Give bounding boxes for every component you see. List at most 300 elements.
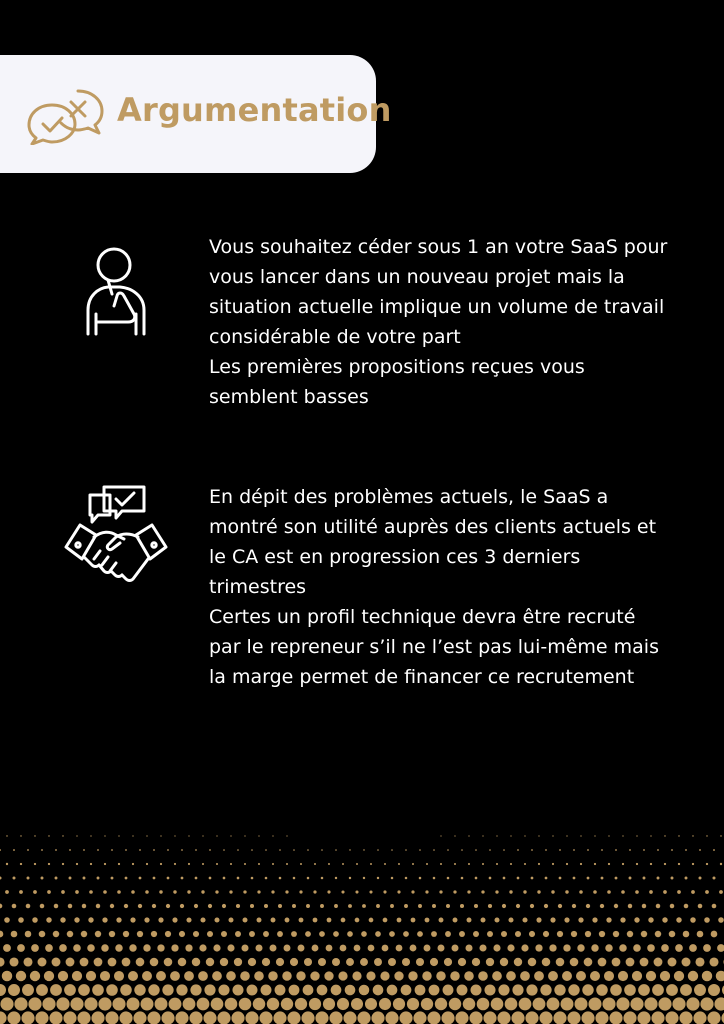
halftone-dot [580, 835, 581, 836]
halftone-dot [389, 931, 395, 937]
halftone-dot [204, 984, 215, 995]
halftone-dot [610, 984, 622, 996]
halftone-dot [517, 877, 520, 880]
halftone-dot [450, 971, 460, 981]
halftone-dot [340, 945, 347, 952]
halftone-dot [216, 835, 217, 836]
halftone-dot [171, 944, 178, 951]
halftone-dot [101, 944, 109, 952]
halftone-dot [503, 849, 505, 851]
halftone-dot [312, 945, 319, 952]
halftone-dot [223, 849, 225, 851]
halftone-dot [521, 944, 528, 951]
halftone-dot [374, 958, 382, 966]
halftone-dot [454, 863, 456, 865]
halftone-dot [315, 1011, 328, 1024]
halftone-dot [366, 971, 375, 980]
halftone-dot [354, 945, 361, 952]
halftone-dot [275, 985, 286, 996]
halftone-dot [514, 958, 522, 966]
halftone-dot [553, 1011, 566, 1024]
halftone-dot [445, 931, 451, 937]
halftone-dot [690, 917, 696, 923]
halftone-dot [155, 998, 168, 1011]
halftone-dot [646, 971, 656, 981]
halftone-dot [551, 890, 554, 893]
halftone-dot [41, 877, 44, 880]
halftone-dot [516, 904, 520, 908]
halftone-dot [343, 1011, 356, 1024]
halftone-dot [227, 944, 234, 951]
halftone-dot [588, 997, 601, 1010]
halftone-dot [192, 958, 200, 966]
halftone-dot [435, 998, 447, 1010]
halftone-dot [379, 998, 391, 1010]
halftone-dot [501, 931, 507, 937]
halftone-dot [7, 1011, 20, 1024]
halftone-dot [561, 998, 574, 1011]
halftone-dot [699, 877, 702, 880]
halftone-dot [479, 944, 486, 951]
halftone-dot [524, 863, 526, 865]
halftone-dot [417, 931, 423, 937]
halftone-dot [413, 1011, 426, 1024]
halftone-dot [13, 849, 15, 851]
halftone-dot [652, 984, 664, 996]
halftone-dot [369, 890, 372, 893]
halftone-dot [180, 904, 184, 908]
halftone-dot [104, 835, 105, 836]
halftone-dot [95, 931, 101, 937]
halftone-dot [120, 984, 132, 996]
halftone-dot [6, 863, 8, 865]
halftone-dot [164, 958, 173, 967]
halftone-dot [538, 835, 539, 836]
halftone-dot [502, 904, 506, 908]
halftone-dot [200, 917, 205, 922]
halftone-dot [377, 877, 379, 879]
halftone-dot [505, 998, 518, 1011]
halftone-dot [449, 998, 461, 1010]
halftone-dot [347, 931, 353, 937]
halftone-dot [26, 904, 31, 909]
halftone-dot [670, 904, 675, 909]
halftone-dot [285, 890, 288, 893]
halftone-dot [111, 877, 114, 880]
halftone-dot [549, 944, 556, 951]
halftone-dot [66, 958, 75, 967]
halftone-dot [457, 985, 468, 996]
halftone-dot [237, 849, 239, 851]
halftone-dot [685, 877, 688, 880]
halftone-dot [125, 849, 127, 851]
halftone-dot [319, 931, 325, 937]
halftone-dot [671, 877, 674, 880]
halftone-dot [318, 958, 326, 966]
halftone-dot [635, 890, 639, 894]
halftone-dot [405, 849, 407, 851]
halftone-dot [475, 877, 478, 880]
halftone-dot [126, 997, 139, 1010]
halftone-dot [500, 958, 508, 966]
halftone-dot [45, 944, 53, 952]
halftone-dot [537, 890, 540, 893]
halftone-dot [573, 849, 575, 851]
halftone-dot [201, 890, 204, 893]
halftone-dot [40, 904, 45, 909]
halftone-dot [42, 997, 55, 1010]
halftone-dot [464, 971, 474, 981]
halftone-dot [321, 849, 323, 851]
halftone-dot [512, 984, 523, 995]
halftone-dot [348, 904, 352, 908]
halftone-dot [601, 849, 603, 851]
halftone-dot [272, 835, 273, 836]
halftone-dot [580, 863, 582, 865]
halftone-dot [14, 997, 27, 1010]
halftone-dot [289, 985, 300, 996]
halftone-dot [98, 997, 111, 1010]
halftone-dot [299, 890, 302, 893]
halftone-dot [118, 863, 120, 865]
halftone-dot [632, 971, 642, 981]
halftone-dot [349, 877, 351, 879]
halftone-dot [49, 1011, 62, 1024]
halftone-dot [50, 984, 62, 996]
halftone-dot [565, 890, 568, 893]
halftone-dot [491, 998, 504, 1011]
halftone-dot [324, 971, 333, 980]
halftone-dot [436, 971, 445, 980]
halftone-dot [25, 931, 32, 938]
halftone-dot [97, 877, 100, 880]
section-2-paragraph-1: En dépit des problèmes actuels, le SaaS a montré son utilité auprès des clients actuels et le CA est en progression ces 3 derniers trimestres [209, 486, 657, 598]
halftone-dot [67, 931, 73, 937]
halftone-dot [286, 835, 287, 836]
halftone-dot [138, 904, 142, 908]
halftone-dot [185, 944, 192, 951]
halftone-dot [554, 984, 565, 995]
halftone-dot [620, 917, 625, 922]
halftone-dot [39, 931, 46, 938]
halftone-dot [310, 971, 319, 980]
halftone-dot [616, 997, 629, 1010]
halftone-dot [426, 863, 428, 865]
halftone-dot [309, 998, 321, 1010]
halftone-dot [270, 945, 277, 952]
halftone-dot [355, 890, 358, 893]
halftone-dot [642, 904, 646, 908]
halftone-dot [0, 876, 2, 879]
halftone-dot [0, 904, 2, 909]
halftone-dot [278, 904, 282, 908]
halftone-dot [262, 958, 270, 966]
halftone-dot [595, 1011, 608, 1024]
halftone-dot [658, 997, 671, 1010]
halftone-dot [4, 917, 10, 923]
halftone-dot [282, 971, 291, 980]
halftone-dot [558, 904, 562, 908]
halftone-dot [305, 931, 311, 937]
halftone-dot [649, 890, 653, 894]
halftone-dot [239, 998, 252, 1011]
halftone-dot [352, 971, 361, 980]
halftone-dot [596, 984, 608, 996]
halftone-dot [257, 918, 262, 923]
halftone-dot [383, 918, 388, 923]
halftone-dot [433, 877, 436, 880]
halftone-dot [393, 998, 405, 1010]
halftone-dot [375, 931, 381, 937]
halftone-dot [600, 904, 604, 908]
halftone-dot [461, 877, 464, 880]
halftone-dot [287, 1011, 300, 1024]
halftone-dot [223, 877, 226, 880]
halftone-dot [675, 944, 683, 952]
halftone-dot [489, 849, 491, 851]
halftone-dot [482, 835, 483, 836]
halftone-dot [0, 1011, 7, 1024]
halftone-dot [328, 863, 330, 865]
halftone-dot [612, 958, 621, 967]
halftone-dot [8, 984, 20, 996]
halftone-dot [590, 971, 600, 981]
halftone-dot [564, 917, 569, 922]
halftone-dot [265, 849, 267, 851]
halftone-dot [550, 917, 555, 922]
halftone-dot [48, 863, 50, 865]
halftone-dot [147, 1011, 160, 1024]
halftone-dot [369, 918, 374, 923]
halftone-dot [19, 890, 23, 894]
halftone-dot [320, 904, 324, 908]
halftone-dot [655, 931, 661, 937]
halftone-dot [106, 984, 118, 996]
halftone-dot [104, 863, 106, 865]
halftone-dot [2, 971, 12, 981]
halftone-dot [630, 997, 643, 1010]
halftone-dot [458, 958, 466, 966]
halftone-dot [468, 863, 470, 865]
halftone-dot [0, 931, 3, 938]
halftone-dot [422, 971, 431, 980]
halftone-dot [263, 931, 269, 937]
halftone-dot [243, 918, 248, 923]
halftone-dot [633, 944, 641, 952]
halftone-dot [712, 876, 715, 879]
halftone-dot [388, 958, 396, 966]
halftone-dot [277, 931, 283, 937]
halftone-dot [156, 971, 166, 981]
halftone-dot [272, 863, 274, 865]
halftone-dot [497, 1011, 510, 1024]
halftone-dot [709, 957, 718, 966]
halftone-dot [132, 835, 133, 836]
halftone-dot [228, 917, 233, 922]
halftone-dot [488, 904, 492, 908]
halftone-dot [706, 835, 707, 836]
halftone-dot [254, 971, 264, 981]
halftone-dot [361, 931, 367, 937]
halftone-dot [301, 1011, 314, 1024]
halftone-dot [143, 944, 150, 951]
halftone-dot [36, 984, 48, 996]
halftone-dot [206, 958, 214, 966]
halftone-dot [145, 890, 149, 894]
halftone-dot [683, 931, 690, 938]
halftone-dot [581, 1011, 594, 1024]
halftone-dot [438, 945, 445, 952]
halftone-dot [643, 877, 646, 880]
halftone-dot [540, 984, 551, 995]
halftone-dot [536, 917, 541, 922]
halftone-dot [313, 890, 316, 893]
halftone-dot [56, 997, 69, 1010]
halftone-dot [28, 997, 41, 1010]
halftone-dot [13, 877, 16, 880]
halftone-dot [346, 958, 354, 966]
halftone-dot [271, 918, 276, 923]
halftone-dot [110, 904, 114, 908]
halftone-dot [78, 984, 90, 996]
halftone-dot [403, 931, 409, 937]
halftone-dot [296, 971, 305, 980]
halftone-dot [439, 890, 442, 893]
halftone-dot [77, 1011, 90, 1024]
halftone-dot [150, 958, 159, 967]
halftone-dot [614, 904, 618, 908]
halftone-dot [190, 984, 201, 995]
halftone-dot [396, 945, 403, 952]
halftone-dot [129, 944, 136, 951]
halftone-dot [187, 890, 190, 893]
halftone-dot [174, 835, 175, 836]
halftone-dot [568, 984, 579, 995]
halftone-dot [83, 849, 85, 851]
halftone-dot [622, 835, 623, 836]
halftone-dot [160, 835, 161, 836]
halftone-dot [271, 890, 274, 893]
halftone-dot [528, 958, 536, 966]
halftone-dot [380, 971, 389, 980]
halftone-dot [225, 998, 238, 1011]
halftone-dot [486, 958, 494, 966]
halftone-dot [115, 944, 122, 951]
halftone-dot [38, 958, 47, 967]
halftone-dot [680, 984, 692, 996]
halftone-dot [693, 1011, 706, 1024]
halftone-dot [214, 917, 219, 922]
halftone-dot [376, 904, 380, 908]
halftone-dot [626, 958, 635, 967]
halftone-dot [421, 998, 433, 1010]
halftone-dot [291, 931, 297, 937]
halftone-dot [248, 958, 256, 966]
halftone-dot [122, 958, 131, 967]
halftone-dot [341, 918, 346, 923]
halftone-dot [578, 917, 583, 922]
halftone-dot [582, 984, 593, 995]
halftone-dot [507, 944, 514, 951]
halftone-dot [159, 890, 162, 893]
halftone-dot [365, 998, 377, 1010]
halftone-dot [548, 971, 558, 981]
halftone-dot [584, 958, 593, 967]
halftone-dot [363, 849, 364, 850]
halftone-dot [695, 957, 704, 966]
halftone-dot [425, 890, 428, 893]
halftone-dot [718, 917, 724, 923]
halftone-dot [483, 1011, 496, 1024]
halftone-dot [416, 958, 424, 966]
halftone-dot [407, 998, 419, 1010]
halftone-dot [463, 998, 476, 1011]
halftone-dot [654, 958, 663, 967]
halftone-dot [570, 958, 579, 967]
halftone-dot [552, 863, 554, 865]
halftone-dot [128, 971, 138, 981]
halftone-dot [0, 957, 5, 966]
halftone-dot [691, 890, 695, 894]
halftone-dot [424, 945, 431, 952]
halftone-dot [230, 863, 232, 865]
halftone-dot [679, 1011, 692, 1024]
halftone-dot [408, 971, 417, 980]
halftone-dot [671, 849, 673, 851]
thinking-person-icon [84, 244, 150, 336]
halftone-dot [585, 931, 591, 937]
halftone-dot [285, 918, 290, 923]
halftone-dot [0, 997, 13, 1010]
halftone-dot [418, 904, 422, 908]
halftone-dot [290, 958, 298, 966]
halftone-dot [326, 945, 333, 952]
halftone-dot [132, 863, 134, 865]
halftone-dot [152, 904, 156, 908]
halftone-dot [195, 849, 197, 851]
halftone-dot [55, 849, 57, 851]
halftone-dot [432, 904, 436, 908]
halftone-dot [411, 890, 414, 893]
halftone-dot [62, 835, 63, 836]
halftone-dot [170, 971, 180, 981]
halftone-dot [515, 931, 521, 937]
halftone-dot [629, 877, 632, 880]
halftone-dot [678, 835, 679, 836]
halftone-dot [203, 1011, 216, 1024]
halftone-dot [84, 997, 97, 1010]
halftone-dot [314, 863, 316, 865]
halftone-dot [712, 904, 717, 909]
halftone-dot [207, 931, 213, 937]
halftone-dot [222, 904, 226, 908]
halftone-dot [265, 877, 268, 880]
halftone-dot [284, 945, 291, 952]
halftone-dot [131, 890, 135, 894]
halftone-dot [489, 877, 492, 880]
halftone-dot [510, 835, 511, 836]
halftone-dot [529, 931, 535, 937]
halftone-dot [357, 1011, 370, 1024]
halftone-dot [615, 877, 618, 880]
halftone-dot [385, 1011, 398, 1024]
halftone-dot [141, 998, 154, 1011]
halftone-dot [720, 863, 722, 865]
halftone-dot [453, 918, 458, 923]
halftone-dot [579, 890, 583, 894]
halftone-dot [108, 958, 117, 967]
halftone-dot [165, 931, 171, 937]
